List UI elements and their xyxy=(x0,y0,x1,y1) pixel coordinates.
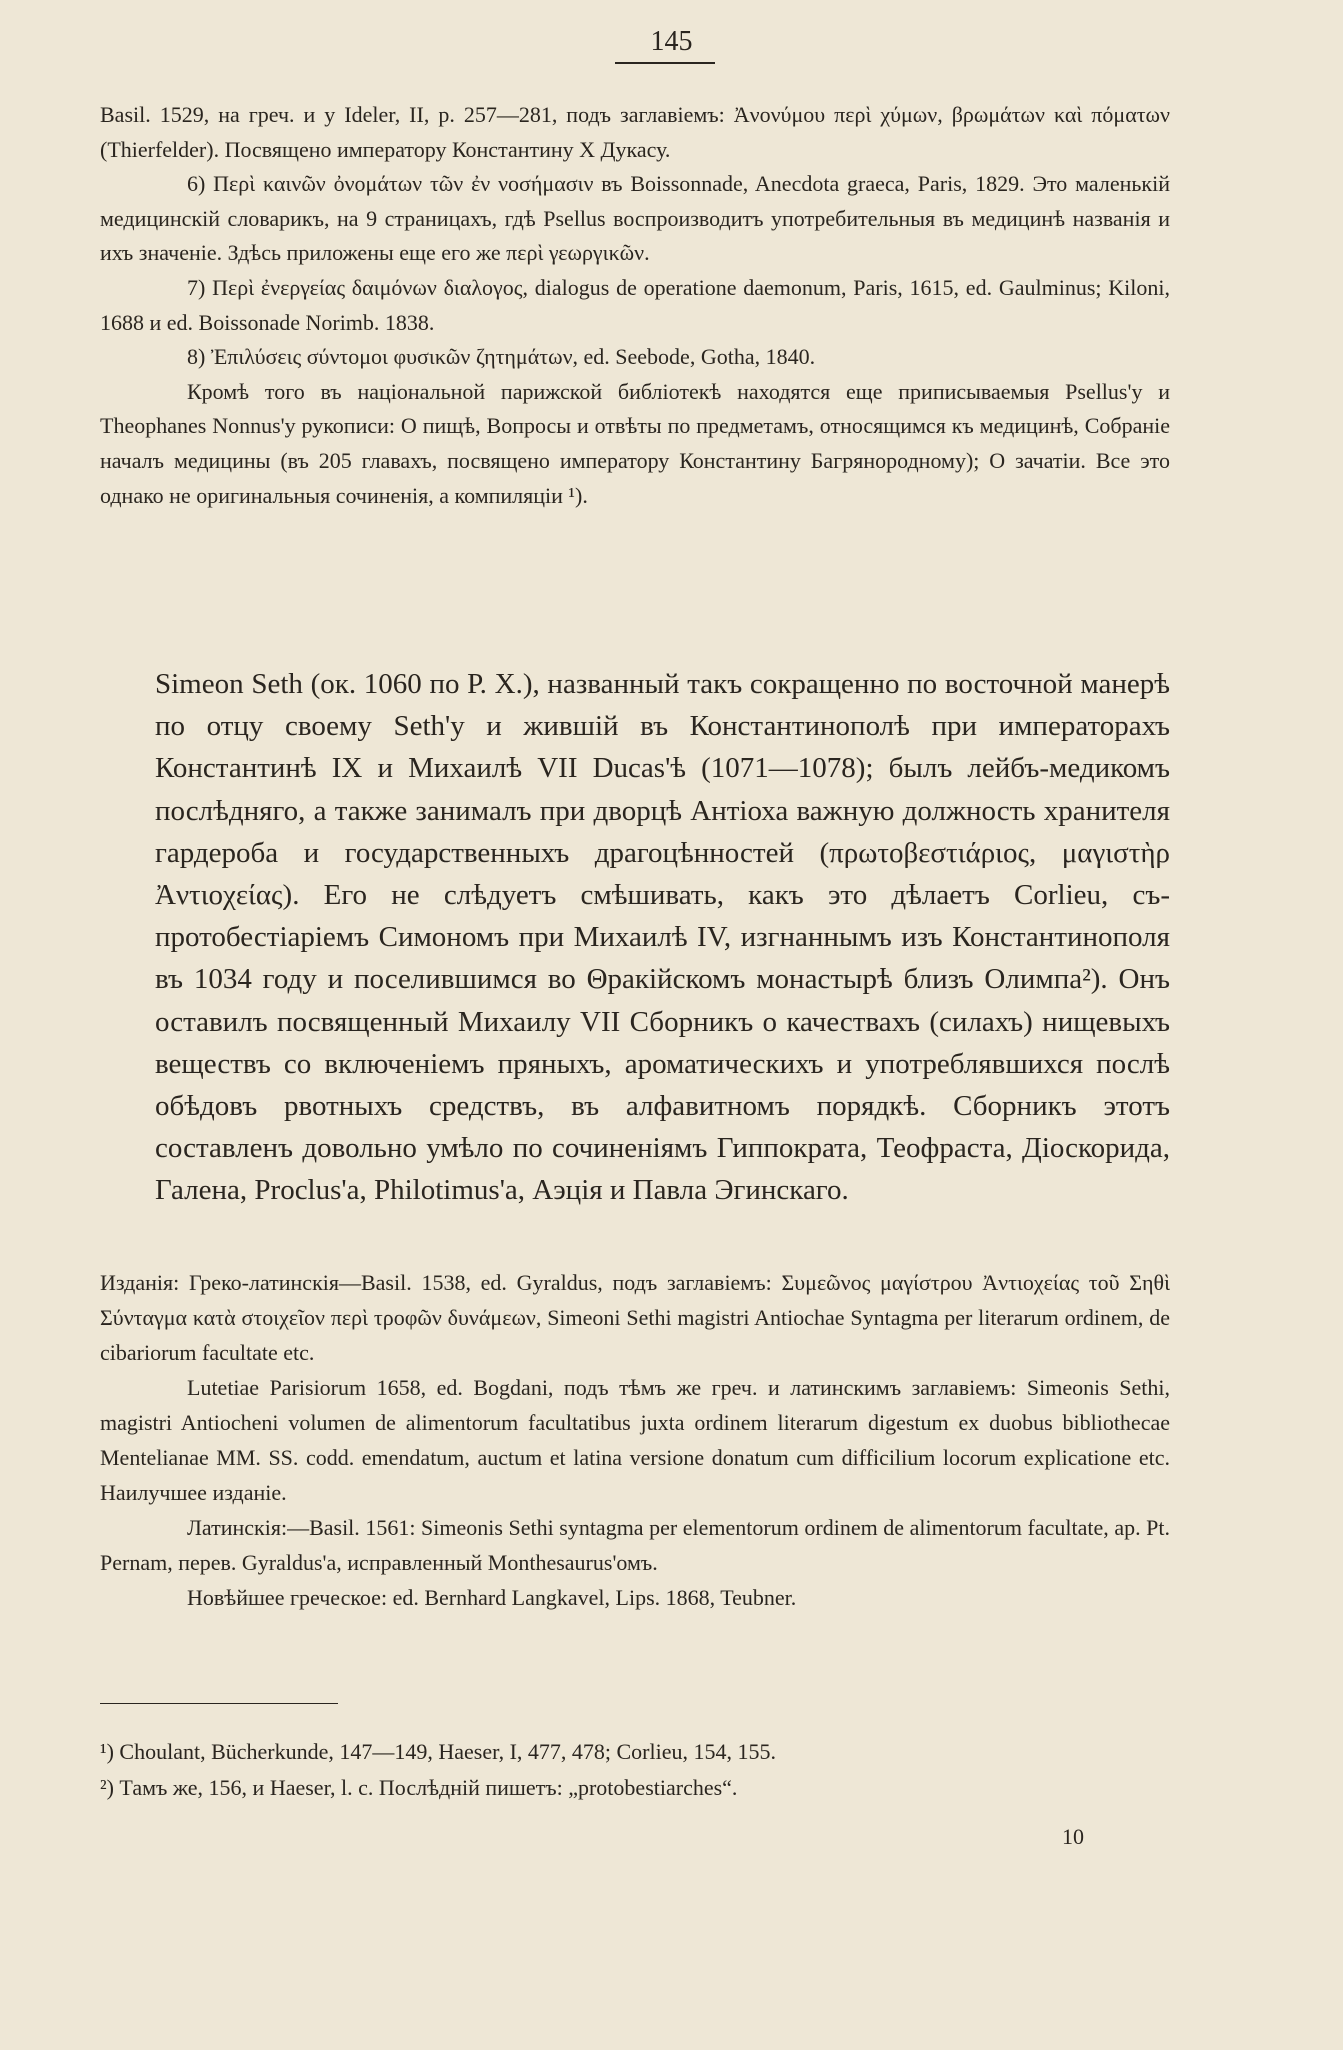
page-number: 145 xyxy=(650,26,693,57)
simeon-seth-paragraph: Simeon Seth (ок. 1060 по Р. Х.), названный такъ сокращенно по восточной манерѣ по отцу своему Seth'у и жившій въ Константинополѣ при императорахъ Константинѣ IX и Михаилѣ VII Ducas'ѣ (1071—1078); былъ лейбъ-медикомъ послѣдняго, а также занималъ при дворцѣ Антіоха важную должность хранителя гардероба и государственныхъ драгоцѣнностей (πρωτοβεστιάριος, μαγιστὴρ Ἀντιοχείας). Его не слѣдуетъ смѣшивать, какъ это дѣлаетъ Corlieu, съ-протобестіаріемъ Симономъ при Михаилѣ IV, изгнаннымъ изъ Константинополя въ 1034 году и поселившимся во Θракійскомъ монастырѣ близъ Олимпа²). Онъ оставилъ посвященный Михаилу VII Сборникъ о качествахъ (силахъ) нищевыхъ веществъ со включеніемъ пряныхъ, ароматическихъ и употреблявшихся послѣ обѣдовъ рвотныхъ средствъ, въ алфавитномъ порядкѣ. Сборникъ этотъ составленъ довольно умѣло по сочиненіямъ Гиппократа, Теофраста, Діоскорида, Галена, Proclus'а, Philotimus'а, Аэція и Павла Эгинскаго. xyxy=(155,668,1170,1207)
psellus-manuscripts-note: Кромѣ того въ національной парижской библіотекѣ находятся еще приписываемыя Psellus'у и Theophanes Nonnus'у рукописи: О пищѣ, Вопросы и отвѣты по предметамъ, относящимся къ медицинѣ, Собраніе началъ медицины (въ 205 главахъ, посвящено императору Константину Багрянородному); О зачатіи. Все это однако не оригинальныя сочиненія, а компиляціи ¹). xyxy=(100,378,1170,508)
editions-greco-latin: Изданія: Греко-латинскія—Basil. 1538, ed. Gyraldus, подъ заглавіемъ: Συμεῶνος μαγίστρου Ἀντιοχείας τοῦ Σηθὶ Σύνταγμα κατὰ στοιχεῖον περὶ τροφῶν δυνάμεων, Simeoni Sethi magistri Antiochae Syntagma per literarum ordinem, de cibariorum facultate etc. xyxy=(100,1270,1170,1365)
psellus-work-6: 6) Περὶ καινῶν ὀνομάτων τῶν ἐν νοσήμασιν въ Boissonnade, Anecdota graeca, Paris, 1829. Это маленькій медицинскій словарикъ, на 9 страницахъ, гдѣ Psellus воспроизводитъ употребительныя въ медицинѣ названія и ихъ значеніе. Здѣсь приложены еще его же περὶ γεωργικῶν. xyxy=(100,171,1170,266)
editions-section xyxy=(100,1265,1170,1615)
simeon-seth-section xyxy=(155,663,1170,1212)
footnote-1: ¹) Choulant, Bücherkunde, 147—149, Haeser, I, 477, 478; Corlieu, 154, 155. xyxy=(100,1739,776,1764)
editions-latin: Латинскія:—Basil. 1561: Simeonis Sethi syntagma per elementorum ordinem de alimentorum facultate, ap. Pt. Pernam, перев. Gyraldus'а, исправленный Monthesaurus'омъ. xyxy=(100,1515,1170,1575)
psellus-work-7: 7) Περὶ ἐνεργείας δαιμόνων διαλογος, dialogus de operatione daemonum, Paris, 1615, ed. Gaulminus; Kiloni, 1688 и ed. Boissonade Norimb. 1838. xyxy=(100,274,1170,335)
signature-mark: 10 xyxy=(1062,1824,1084,1849)
psellus-editions-continuation: Basil. 1529, на греч. и у Ideler, II, p. 257—281, подъ заглавіемъ: Ἀνονύμου περὶ χύμων, βρωμάτων καὶ πόματων (Thierfelder). Посвящено императору Константину X Дукасу. xyxy=(100,102,1170,162)
footnote-rule xyxy=(100,1703,338,1704)
footnotes xyxy=(100,1734,1170,1806)
header-rule xyxy=(615,62,715,64)
footnote-2: ²) Тамъ же, 156, и Haeser, l. c. Послѣдній пишетъ: „protobestiarches“. xyxy=(100,1775,738,1800)
psellus-work-8: 8) Ἐπιλύσεις σύντομοι φυσικῶν ζητημάτων, ed. Seebode, Gotha, 1840. xyxy=(187,344,816,370)
editions-newest-greek: Новѣйшее греческое: ed. Bernhard Langkavel, Lips. 1868, Teubner. xyxy=(187,1585,797,1610)
editions-lutetiae: Lutetiae Parisiorum 1658, ed. Bogdani, подъ тѣмъ же греч. и латинскимъ заглавіемъ: Simeonis Sethi, magistri Antiocheni volumen de alimentorum facultatibus juxta ordinem literarum digestum ex duobus bibliothecae Mentelianae MM. SS. codd. emendatum, auctum et latina versione donatum cum difficilium locorum explicatione etc. Наилучшее изданіе. xyxy=(100,1375,1170,1505)
top-section xyxy=(100,98,1170,513)
